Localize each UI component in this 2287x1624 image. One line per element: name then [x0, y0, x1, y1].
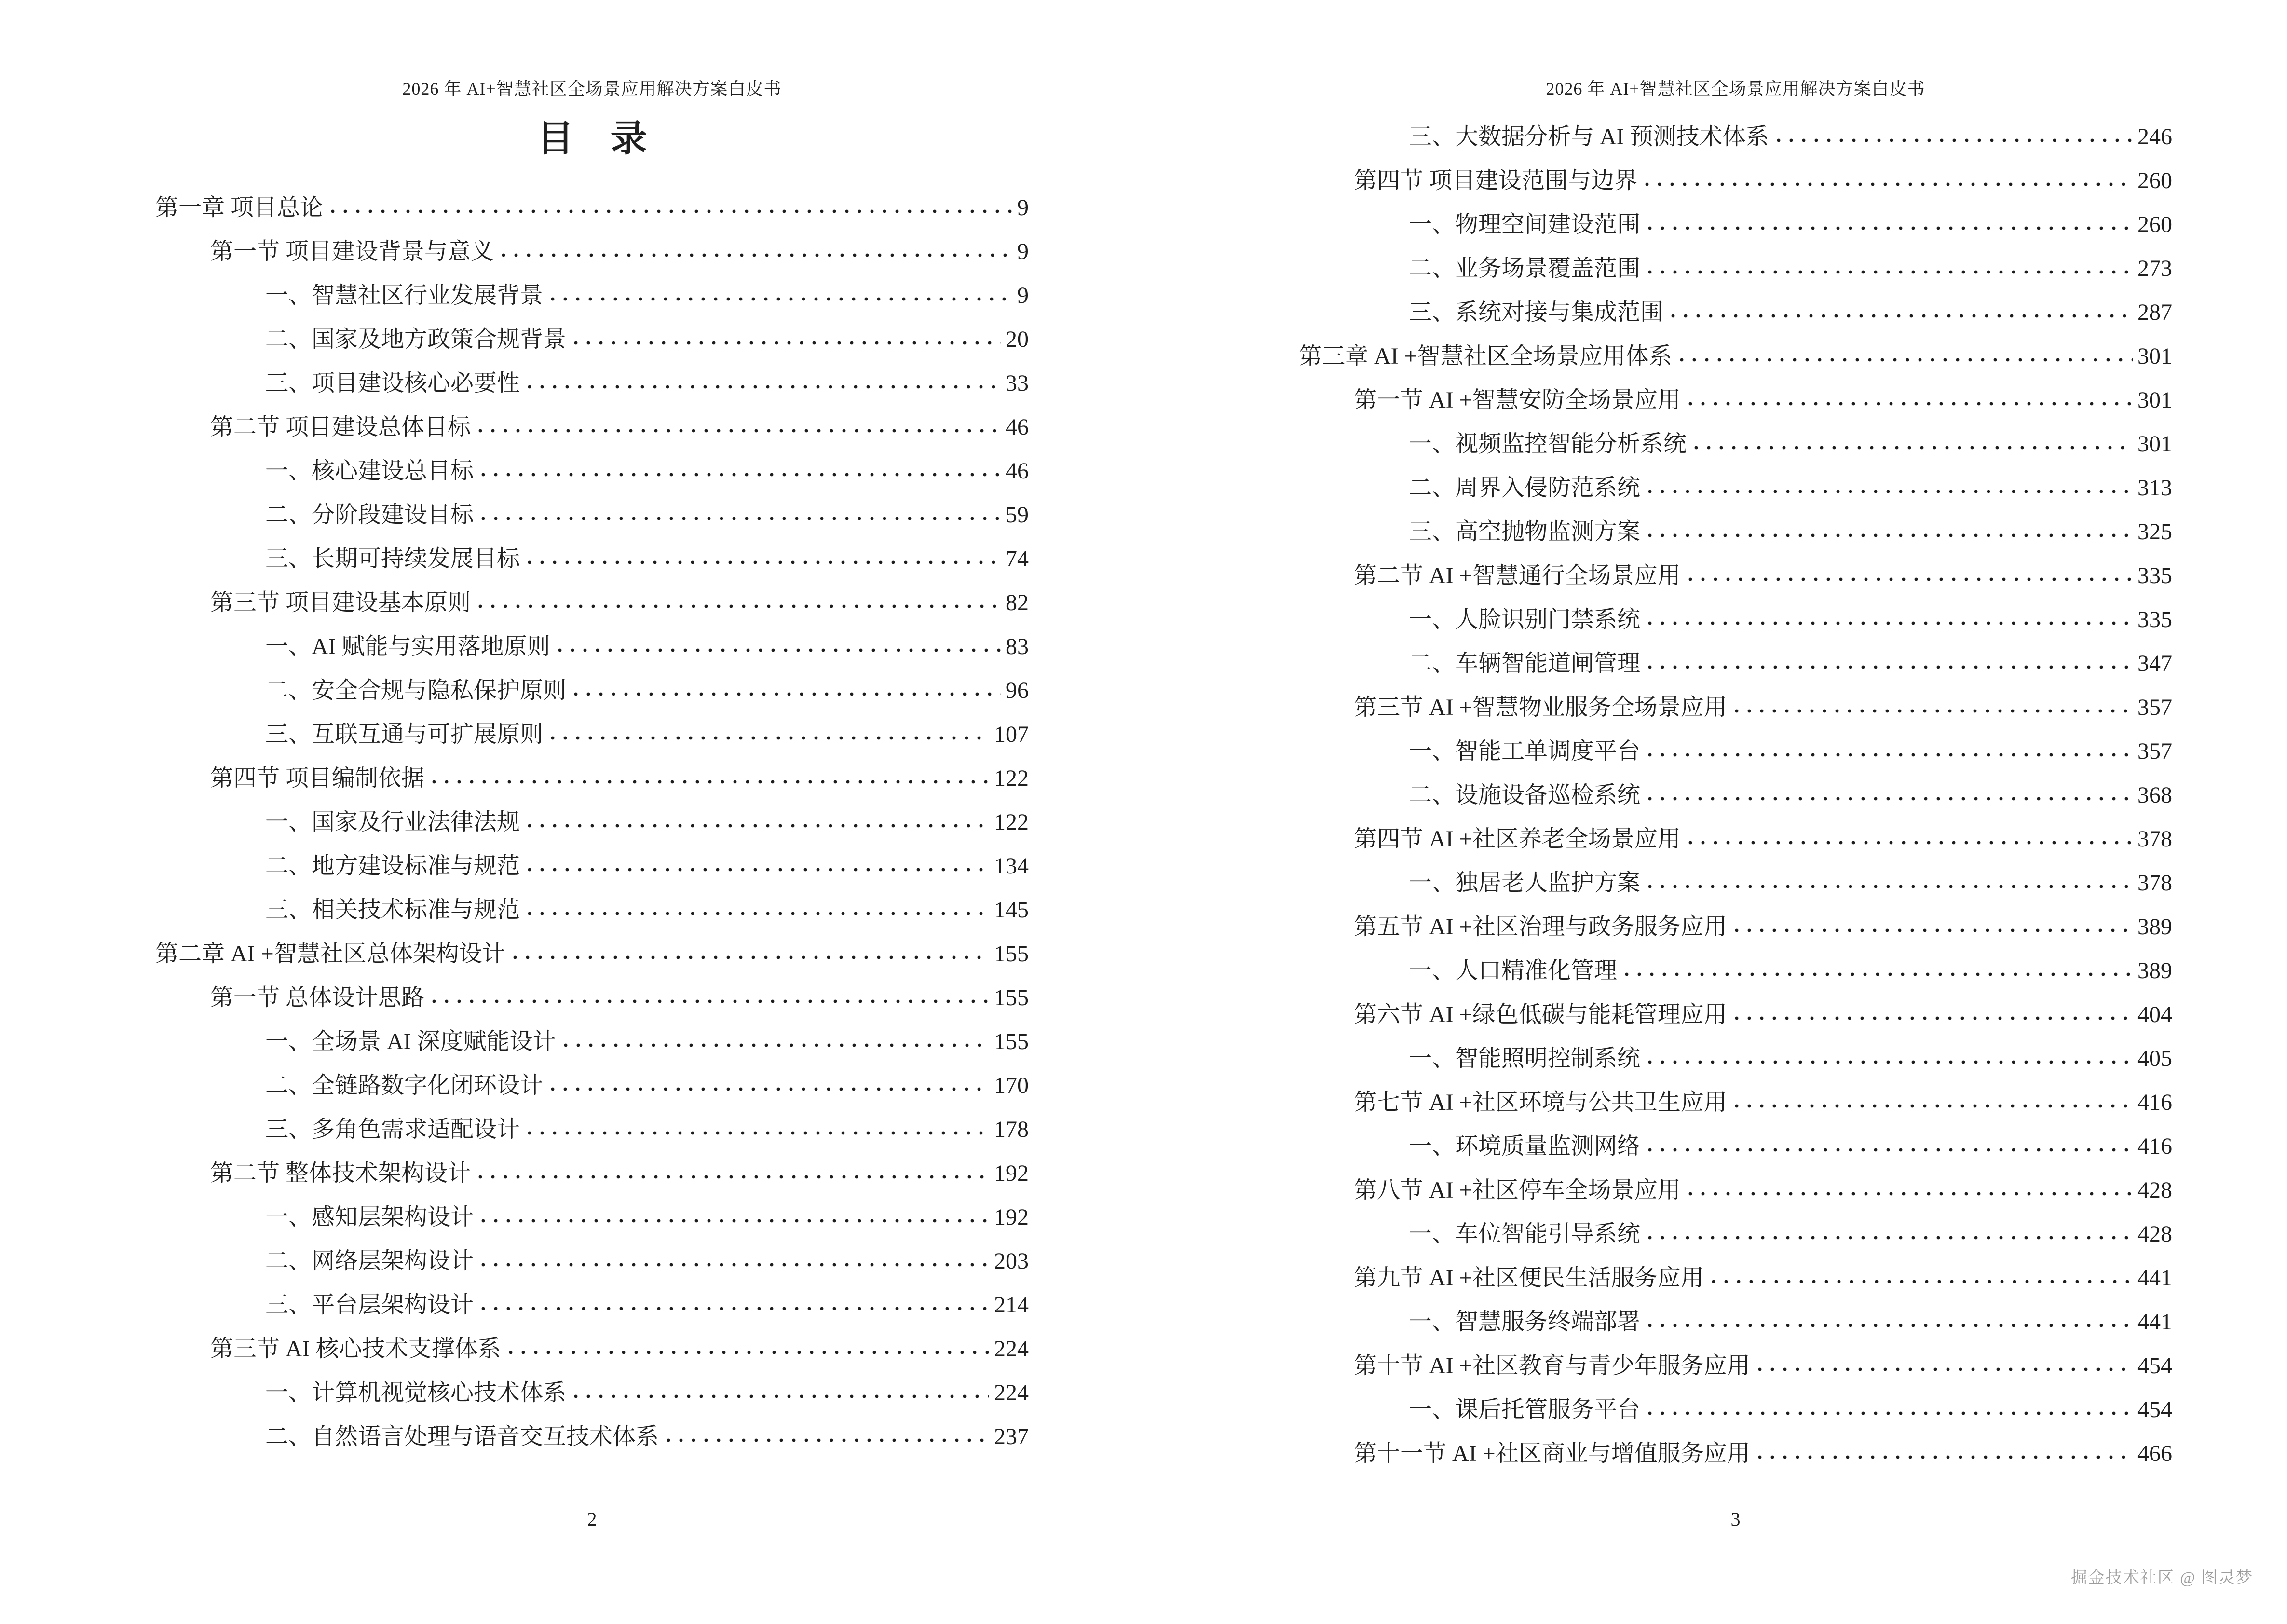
toc-entry-page: 20	[1006, 327, 1029, 352]
toc-leader-dots	[1670, 312, 2133, 320]
toc-entry-label: 三、多角色需求适配设计	[265, 1117, 520, 1142]
watermark: 掘金技术社区 @ 图灵梦	[2070, 1569, 2253, 1587]
page-number: 2	[587, 1508, 597, 1530]
toc-entry-page: 96	[1006, 678, 1029, 703]
toc-entry	[1299, 159, 2172, 203]
toc-entry-page: 260	[2137, 168, 2172, 193]
toc-entry	[155, 537, 1029, 581]
toc-entry	[1299, 773, 2172, 817]
toc-entry-page: 224	[994, 1336, 1029, 1362]
toc-entry	[1299, 1300, 2172, 1344]
toc-entry-label: 一、课后托管服务平台	[1409, 1397, 1641, 1422]
toc-entry	[155, 932, 1029, 976]
toc-leader-dots	[1711, 1278, 2133, 1285]
toc-leader-dots	[1647, 619, 2133, 627]
toc-entry	[155, 712, 1029, 756]
running-header: 2026 年 AI+智慧社区全场景应用解决方案白皮书	[402, 79, 782, 98]
toc-entry-label: 二、地方建设标准与规范	[265, 853, 520, 879]
toc-entry	[1299, 554, 2172, 598]
toc-entry-page: 155	[994, 941, 1029, 967]
toc-entry-label: 三、互联互通与可扩展原则	[265, 722, 544, 747]
toc-entry	[155, 230, 1029, 273]
toc-leader-dots	[1688, 1190, 2133, 1198]
toc-entry-label: 三、平台层架构设计	[265, 1292, 474, 1318]
toc-entry	[155, 361, 1029, 405]
toc-entry-page: 170	[994, 1073, 1029, 1098]
toc-leader-dots	[1647, 751, 2133, 759]
toc-entry-label: 三、相关技术标准与规范	[265, 897, 520, 923]
toc-entry-label: 第二章 AI +智慧社区总体架构设计	[155, 941, 505, 967]
toc-entry-page: 389	[2137, 958, 2172, 983]
toc-entry-page: 378	[2137, 870, 2172, 896]
toc-leader-dots	[1647, 1146, 2133, 1154]
toc-entry-page: 224	[994, 1380, 1029, 1406]
toc-entry	[155, 1107, 1029, 1151]
toc-entry-label: 第三节 项目建设基本原则	[210, 590, 471, 615]
toc-leader-dots	[480, 1261, 989, 1269]
toc-entry-page: 357	[2137, 738, 2172, 764]
toc-entry-label: 第一节 AI +智慧安防全场景应用	[1354, 387, 1681, 413]
running-header: 2026 年 AI+智慧社区全场景应用解决方案白皮书	[1546, 79, 1925, 98]
toc-entry	[155, 1239, 1029, 1283]
toc-entry-page: 301	[2137, 431, 2172, 457]
toc-entry-page: 428	[2137, 1177, 2172, 1203]
toc-entry	[1299, 1212, 2172, 1256]
toc-entry	[1299, 1388, 2172, 1432]
toc-entry	[155, 888, 1029, 932]
toc-entry	[1299, 1432, 2172, 1475]
toc-entry-label: 第十一节 AI +社区商业与增值服务应用	[1354, 1441, 1750, 1466]
toc-leader-dots	[1647, 488, 2133, 495]
toc-leader-dots	[527, 910, 989, 917]
toc-entry-page: 454	[2137, 1353, 2172, 1378]
toc-leader-dots	[1734, 1014, 2133, 1022]
toc-entry-page: 428	[2137, 1221, 2172, 1247]
toc-entry-page: 368	[2137, 782, 2172, 808]
toc-entry	[1299, 598, 2172, 641]
toc-title: 目 录	[537, 119, 647, 159]
toc-entry-page: 9	[1017, 283, 1029, 308]
toc-entry	[1299, 246, 2172, 290]
toc-entry-label: 一、独居老人监护方案	[1409, 870, 1641, 896]
toc-leader-dots	[573, 1392, 989, 1400]
toc-entry-label: 第四节 项目建设范围与边界	[1354, 168, 1638, 193]
toc-entry-label: 第十节 AI +社区教育与青少年服务应用	[1354, 1353, 1750, 1378]
toc-page-right	[1144, 0, 2287, 1624]
toc-entry-label: 二、车辆智能道闸管理	[1409, 651, 1641, 676]
toc-entry-label: 一、智能照明控制系统	[1409, 1046, 1641, 1071]
toc-entry-label: 一、核心建设总目标	[265, 458, 474, 484]
toc-leader-dots	[527, 1129, 989, 1137]
toc-leader-dots	[512, 954, 989, 961]
toc-entry-label: 一、计算机视觉核心技术体系	[265, 1380, 567, 1406]
toc-entry-label: 三、大数据分析与 AI 预测技术体系	[1409, 124, 1769, 150]
toc-entry	[1299, 510, 2172, 554]
toc-entry-label: 三、高空抛物监测方案	[1409, 519, 1641, 545]
toc-leader-dots	[1647, 663, 2133, 671]
toc-entry-page: 347	[2137, 651, 2172, 676]
toc-entry-page: 83	[1006, 634, 1029, 659]
toc-entry	[1299, 378, 2172, 422]
toc-entry-page: 466	[2137, 1441, 2172, 1466]
toc-entry	[155, 405, 1029, 449]
toc-entry-label: 一、环境质量监测网络	[1409, 1133, 1641, 1159]
toc-leader-dots	[1647, 268, 2133, 276]
toc-entry-label: 第七节 AI +社区环境与公共卫生应用	[1354, 1090, 1727, 1115]
toc-entry-page: 9	[1017, 239, 1029, 264]
toc-leader-dots	[1734, 927, 2133, 934]
toc-entry-label: 第四节 AI +社区养老全场景应用	[1354, 826, 1681, 852]
toc-entry-page: 192	[994, 1204, 1029, 1230]
toc-entry-page: 325	[2137, 519, 2172, 545]
toc-leader-dots	[557, 646, 1001, 654]
toc-leader-dots	[431, 778, 989, 786]
toc-entry	[155, 1020, 1029, 1064]
toc-entry	[155, 1151, 1029, 1195]
toc-leader-dots	[573, 690, 1001, 698]
toc-leader-dots	[501, 251, 1012, 259]
toc-entry-label: 二、安全合规与隐私保护原则	[265, 678, 567, 703]
toc-leader-dots	[1734, 707, 2133, 715]
toc-leader-dots	[1647, 883, 2133, 890]
toc-entry	[155, 1064, 1029, 1107]
toc-entry-page: 416	[2137, 1090, 2172, 1115]
toc-entry	[155, 976, 1029, 1020]
toc-entry	[155, 449, 1029, 493]
toc-entry	[155, 1283, 1029, 1327]
toc-entry-page: 122	[994, 809, 1029, 835]
toc-entry-label: 一、感知层架构设计	[265, 1204, 474, 1230]
toc-entry	[1299, 905, 2172, 949]
toc-entry	[1299, 1344, 2172, 1388]
toc-entry	[155, 756, 1029, 800]
toc-entry-label: 三、项目建设核心必要性	[265, 370, 520, 396]
toc-entry-page: 405	[2137, 1046, 2172, 1071]
toc-leader-dots	[563, 1041, 989, 1049]
toc-leader-dots	[527, 866, 989, 873]
toc-entry-label: 第二节 AI +智慧通行全场景应用	[1354, 563, 1681, 588]
toc-leader-dots	[1688, 575, 2133, 583]
toc-entry-page: 246	[2137, 124, 2172, 150]
toc-entry-page: 454	[2137, 1397, 2172, 1422]
toc-leader-dots	[527, 383, 1001, 391]
toc-entry-page: 107	[994, 722, 1029, 747]
toc-entry-label: 第一章 项目总论	[155, 195, 324, 220]
toc-leader-dots	[1647, 1322, 2133, 1329]
toc-entry-label: 一、视频监控智能分析系统	[1409, 431, 1687, 457]
toc-leader-dots	[1644, 180, 2133, 188]
toc-entry-page: 46	[1006, 458, 1029, 484]
toc-entry-page: 145	[994, 897, 1029, 923]
page-number: 3	[1730, 1508, 1741, 1530]
toc-entry-label: 二、设施设备巡检系统	[1409, 782, 1641, 808]
toc-entry-label: 第一节 总体设计思路	[210, 985, 425, 1010]
toc-entry-label: 第四节 项目编制依据	[210, 765, 425, 791]
toc-entry	[1299, 729, 2172, 773]
toc-entry-label: 第八节 AI +社区停车全场景应用	[1354, 1177, 1681, 1203]
toc-leader-dots	[1647, 795, 2133, 803]
toc-entry-label: 一、人脸识别门禁系统	[1409, 607, 1641, 632]
toc-entry-page: 416	[2137, 1133, 2172, 1159]
toc-entry	[155, 625, 1029, 669]
toc-leader-dots	[550, 1085, 989, 1093]
toc-leader-dots	[1757, 1453, 2133, 1461]
toc-entry-label: 一、国家及行业法律法规	[265, 809, 520, 835]
toc-entry	[1299, 203, 2172, 246]
toc-entry	[1299, 1168, 2172, 1212]
toc-leader-dots	[527, 559, 1001, 566]
toc-entry	[1299, 115, 2172, 159]
toc-leader-dots	[330, 207, 1012, 215]
toc-entry-label: 第三节 AI 核心技术支撑体系	[210, 1336, 501, 1362]
toc-entry-page: 74	[1006, 546, 1029, 572]
toc-entry-label: 三、长期可持续发展目标	[265, 546, 520, 572]
toc-entry	[1299, 1080, 2172, 1124]
toc-entry-page: 33	[1006, 370, 1029, 396]
toc-entry	[155, 317, 1029, 361]
toc-entry-label: 二、分阶段建设目标	[265, 502, 474, 528]
toc-entry-page: 273	[2137, 256, 2172, 281]
toc-entry	[1299, 334, 2172, 378]
toc-entry-page: 301	[2137, 387, 2172, 413]
toc-leader-dots	[1757, 1365, 2133, 1373]
toc-entry-label: 一、智慧社区行业发展背景	[265, 283, 544, 308]
toc-leader-dots	[431, 997, 989, 1005]
toc-list	[155, 186, 1029, 1459]
toc-entry	[155, 1195, 1029, 1239]
toc-entry	[1299, 290, 2172, 334]
toc-leader-dots	[1647, 532, 2133, 539]
toc-entry	[1299, 466, 2172, 510]
toc-entry	[1299, 861, 2172, 905]
toc-leader-dots	[1647, 1409, 2133, 1417]
toc-entry-label: 第三节 AI +智慧物业服务全场景应用	[1354, 695, 1727, 720]
toc-entry-page: 313	[2137, 475, 2172, 501]
toc-leader-dots	[550, 295, 1012, 303]
toc-entry-label: 第二节 项目建设总体目标	[210, 414, 471, 440]
toc-entry-page: 335	[2137, 563, 2172, 588]
toc-entry	[1299, 949, 2172, 993]
toc-entry	[1299, 1037, 2172, 1080]
toc-entry-page: 389	[2137, 914, 2172, 940]
toc-leader-dots	[1688, 839, 2133, 846]
toc-entry-page: 155	[994, 985, 1029, 1010]
toc-entry	[1299, 817, 2172, 861]
toc-entry-page: 59	[1006, 502, 1029, 528]
toc-entry-label: 二、业务场景覆盖范围	[1409, 256, 1641, 281]
toc-entry-page: 155	[994, 1029, 1029, 1054]
toc-leader-dots	[1776, 136, 2133, 144]
toc-entry-page: 441	[2137, 1309, 2172, 1335]
toc-leader-dots	[1647, 224, 2133, 232]
toc-leader-dots	[1734, 1102, 2133, 1110]
toc-leader-dots	[573, 339, 1001, 347]
toc-leader-dots	[1624, 970, 2133, 978]
toc-entry-label: 一、全场景 AI 深度赋能设计	[265, 1029, 556, 1054]
toc-entry-label: 第六节 AI +绿色低碳与能耗管理应用	[1354, 1002, 1727, 1027]
toc-entry-label: 二、周界入侵防范系统	[1409, 475, 1641, 501]
toc-leader-dots	[477, 427, 1001, 435]
toc-entry-page: 237	[994, 1424, 1029, 1449]
toc-entry-page: 357	[2137, 695, 2172, 720]
toc-leader-dots	[480, 1217, 989, 1225]
toc-entry-label: 二、国家及地方政策合规背景	[265, 327, 567, 352]
toc-entry-label: 二、网络层架构设计	[265, 1248, 474, 1274]
toc-leader-dots	[1647, 1234, 2133, 1242]
toc-list	[1299, 115, 2172, 1475]
toc-entry-label: 第九节 AI +社区便民生活服务应用	[1354, 1265, 1704, 1291]
toc-entry-page: 134	[994, 853, 1029, 879]
toc-entry-label: 第二节 整体技术架构设计	[210, 1160, 471, 1186]
toc-entry	[155, 1371, 1029, 1415]
toc-entry	[155, 1327, 1029, 1371]
toc-entry-label: 第一节 项目建设背景与意义	[210, 239, 494, 264]
toc-entry-page: 378	[2137, 826, 2172, 852]
toc-leader-dots	[508, 1349, 989, 1356]
toc-entry-page: 404	[2137, 1002, 2172, 1027]
toc-leader-dots	[1647, 1058, 2133, 1066]
toc-entry-page: 82	[1006, 590, 1029, 615]
toc-entry-page: 192	[994, 1160, 1029, 1186]
toc-entry	[155, 493, 1029, 537]
toc-entry	[155, 844, 1029, 888]
toc-entry	[155, 581, 1029, 625]
toc-entry-page: 260	[2137, 212, 2172, 237]
toc-entry-page: 441	[2137, 1265, 2172, 1291]
toc-entry-label: 第五节 AI +社区治理与政务服务应用	[1354, 914, 1727, 940]
toc-entry-label: 一、智慧服务终端部署	[1409, 1309, 1641, 1335]
toc-entry	[1299, 422, 2172, 466]
toc-entry-page: 178	[994, 1117, 1029, 1142]
toc-leader-dots	[477, 1173, 989, 1181]
toc-entry-label: 一、人口精准化管理	[1409, 958, 1618, 983]
toc-entry	[1299, 1124, 2172, 1168]
toc-entry	[155, 1415, 1029, 1459]
toc-leader-dots	[477, 602, 1001, 610]
toc-entry	[1299, 685, 2172, 729]
toc-entry-page: 287	[2137, 300, 2172, 325]
toc-entry	[1299, 993, 2172, 1037]
toc-entry-page: 335	[2137, 607, 2172, 632]
toc-leader-dots	[527, 822, 989, 830]
toc-leader-dots	[666, 1436, 989, 1444]
toc-entry	[1299, 641, 2172, 685]
toc-leader-dots	[1693, 444, 2133, 451]
toc-leader-dots	[480, 1305, 989, 1312]
toc-entry-label: 一、智能工单调度平台	[1409, 738, 1641, 764]
toc-entry-label: 一、物理空间建设范围	[1409, 212, 1641, 237]
toc-leader-dots	[480, 471, 1001, 478]
toc-entry-label: 二、全链路数字化闭环设计	[265, 1073, 544, 1098]
toc-leader-dots	[550, 734, 989, 742]
toc-entry-page: 301	[2137, 343, 2172, 369]
toc-leader-dots	[480, 515, 1001, 522]
toc-entry	[155, 669, 1029, 712]
toc-entry-page: 214	[994, 1292, 1029, 1318]
toc-entry	[1299, 1256, 2172, 1300]
toc-entry-page: 46	[1006, 414, 1029, 440]
toc-entry-page: 9	[1017, 195, 1029, 220]
toc-entry-page: 122	[994, 765, 1029, 791]
toc-entry	[155, 273, 1029, 317]
toc-entry-label: 第三章 AI +智慧社区全场景应用体系	[1299, 343, 1672, 369]
toc-entry-label: 一、车位智能引导系统	[1409, 1221, 1641, 1247]
toc-entry	[155, 800, 1029, 844]
toc-entry-label: 二、自然语言处理与语音交互技术体系	[265, 1424, 659, 1449]
toc-leader-dots	[1688, 400, 2133, 408]
toc-entry-page: 203	[994, 1248, 1029, 1274]
toc-leader-dots	[1679, 356, 2133, 364]
toc-entry-label: 一、AI 赋能与实用落地原则	[265, 634, 550, 659]
toc-entry-label: 三、系统对接与集成范围	[1409, 300, 1664, 325]
toc-entry	[155, 186, 1029, 230]
